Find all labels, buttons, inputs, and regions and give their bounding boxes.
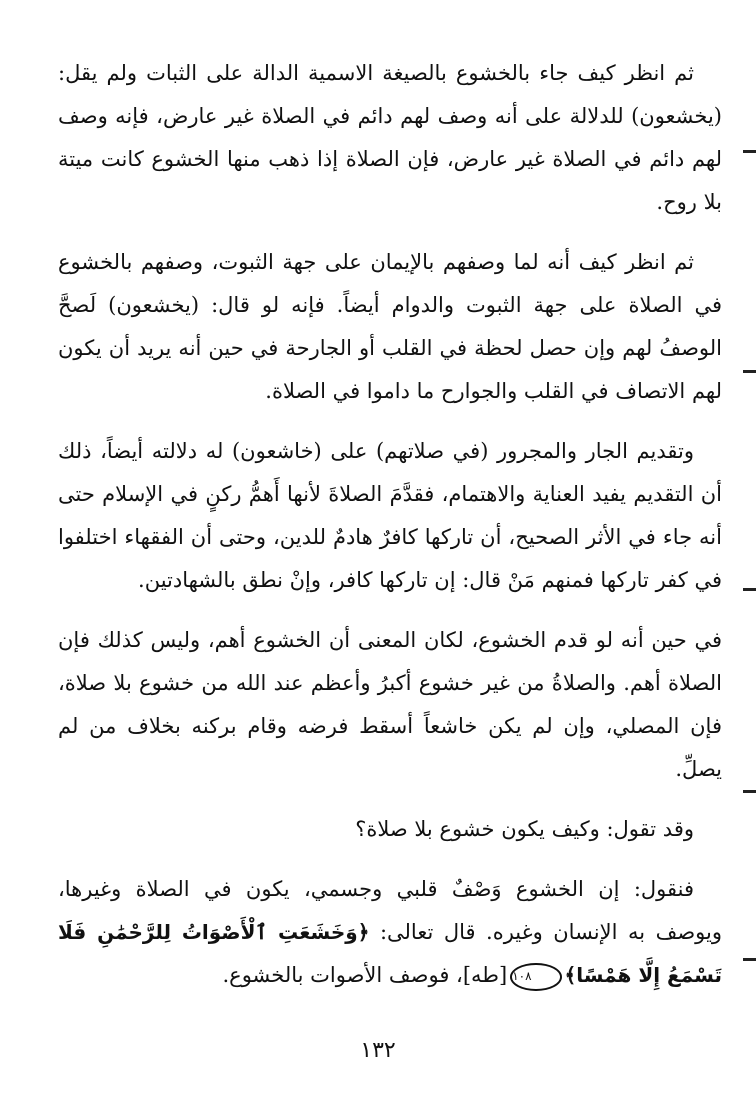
paragraph-5: وقد تقول: وكيف يكون خشوع بلا صلاة؟ (355, 817, 694, 841)
margin-mark (743, 958, 756, 961)
quran-verse: ﴿وَخَشَعَتِ ٱلْأَصْوَاتُ لِلرَّحْمَٰنِ فَلَا تَسْمَعُ إِلَّا هَمْسًا﴾ (58, 920, 722, 987)
paragraph-1: ثم انظر كيف جاء بالخشوع بالصيغة الاسمية الدالة على الثبات ولم يقل: (يخشعون) للدلالة على أنه وصف لهم دائم في الصلاة غير عارض، فإنه وصف لهم دائم في الصلاة غير عارض، فإن الصلاة إذا ذهب منها الخشوع كانت ميتة بلا روح. (58, 61, 722, 214)
page-body (58, 52, 722, 1014)
paragraph-4: في حين أنه لو قدم الخشوع، لكان المعنى أن الخشوع أهم، وليس كذلك فإن الصلاة أهم. والصلاةُ من غير خشوع أكبرُ وأعظم عند الله من خشوع بلا صلاة، فإن المصلي، وإن لم يكن خاشعاً أسقط فرضه وقام بركنه بخلاف من لم يصلِّ. (58, 628, 722, 781)
margin-mark (743, 150, 756, 153)
paragraph-6-text: فنقول: إن الخشوع وَصْفٌ قلبي وجسمي، يكون في الصلاة وغيرها، ويوصف به الإنسان وغيره. قال تعالى: (58, 877, 722, 944)
ayah-number-marker: ١٠٨ (510, 963, 561, 991)
paragraph-6-tail: [طه]، فوصف الأصوات بالخشوع. (222, 963, 508, 987)
paragraph-3: وتقديم الجار والمجرور (في صلاتهم) على (خاشعون) له دلالته أيضاً، ذلك أن التقديم يفيد العناية والاهتمام، فقدَّمَ الصلاةَ لأنها أَهمُّ ركنٍ في الإسلام حتى أنه جاء في الأثر الصحيح، أن تاركها كافرٌ هادمٌ للدين، وحتى أن الفقهاء اختلفوا في كفر تاركها فمنهم مَنْ قال: إن تاركها كافر، وإنْ نطق بالشهادتين. (58, 439, 722, 592)
margin-mark (743, 790, 756, 793)
margin-mark (743, 588, 756, 591)
page-number: ١٣٢ (360, 1038, 396, 1063)
paragraph-6 (58, 868, 722, 997)
paragraph-2: ثم انظر كيف أنه لما وصفهم بالإيمان على جهة الثبوت، وصفهم بالخشوع في الصلاة على جهة الثبوت والدوام أيضاً. فإنه لو قال: (يخشعون) لَصحَّ الوصفُ لهم وإن حصل لحظة في القلب أو الجارحة في حين أنه يريد أن يكون لهم الاتصاف في القلب والجوارح ما داموا في الصلاة. (58, 250, 722, 403)
margin-mark (743, 370, 756, 373)
